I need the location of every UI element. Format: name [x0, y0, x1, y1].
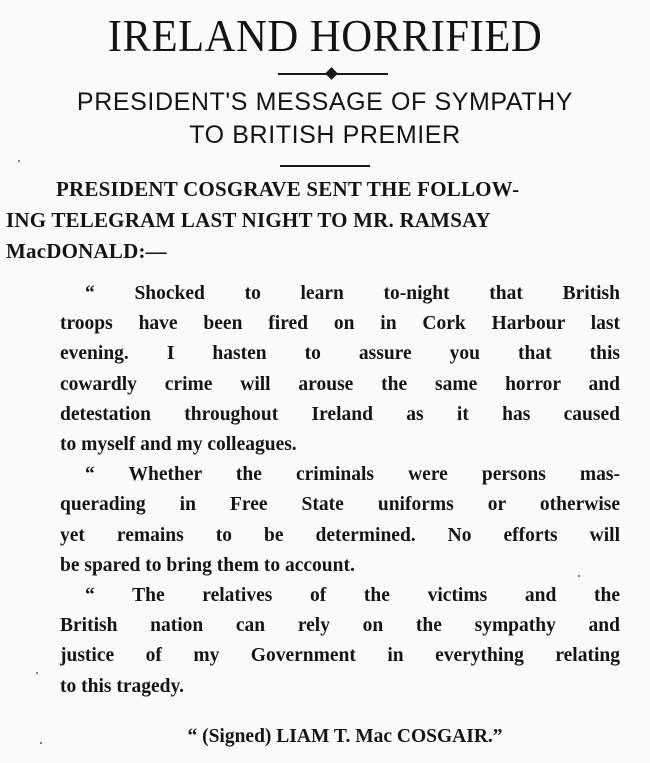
telegram-line: to myself and my colleagues. — [60, 434, 297, 456]
print-speck — [18, 160, 20, 162]
telegram-line: troops have been fired on in Cork Harbour last — [60, 313, 620, 335]
telegram-line: yet remains to be determined. No efforts will — [60, 524, 620, 546]
signature-line: “ (Signed) LIAM T. Mac COSGAIR.” — [187, 726, 503, 747]
lead-line: ING TELEGRAM LAST NIGHT TO MR. RAMSAY — [6, 208, 491, 232]
telegram-line: evening. I hasten to assure you that this — [60, 343, 620, 365]
telegram-line: justice of my Government in everything relating — [60, 645, 620, 667]
subheadline — [0, 86, 650, 152]
telegram-line: detestation throughout Ireland as it has caused — [60, 403, 620, 425]
section-rule — [280, 165, 370, 167]
subheadline-line-1: PRESIDENT'S MESSAGE OF SYMPATHY — [76, 88, 574, 116]
lead-line: PRESIDENT COSGRAVE SENT THE FOLLOW- — [56, 177, 520, 201]
headline: IRELAND HORRIFIED — [107, 10, 543, 61]
ornamental-rule — [278, 73, 388, 75]
subheadline-line-2: TO BRITISH PREMIER — [189, 121, 461, 149]
telegram-line: “ Shocked to learn to-night that British — [85, 283, 620, 304]
lead-paragraph — [6, 174, 642, 267]
telegram-line: “ Whether the criminals were persons mas- — [85, 464, 620, 486]
telegram-line: to this tragedy. — [60, 675, 185, 697]
print-speck — [578, 575, 580, 577]
lead-line: MacDONALD:— — [6, 239, 167, 263]
print-speck — [40, 742, 42, 744]
telegram-text — [60, 279, 620, 702]
diamond-ornament — [325, 67, 338, 80]
telegram-line: British nation can rely on the sympathy and — [60, 615, 620, 637]
telegram-line: cowardly crime will arouse the same horror and — [60, 373, 620, 395]
telegram-line: “ The relatives of the victims and the — [85, 585, 620, 607]
print-speck — [36, 672, 38, 674]
telegram-line: querading in Free State uniforms or otherwise — [60, 494, 620, 516]
telegram-line: be spared to bring them to account. — [60, 554, 355, 576]
